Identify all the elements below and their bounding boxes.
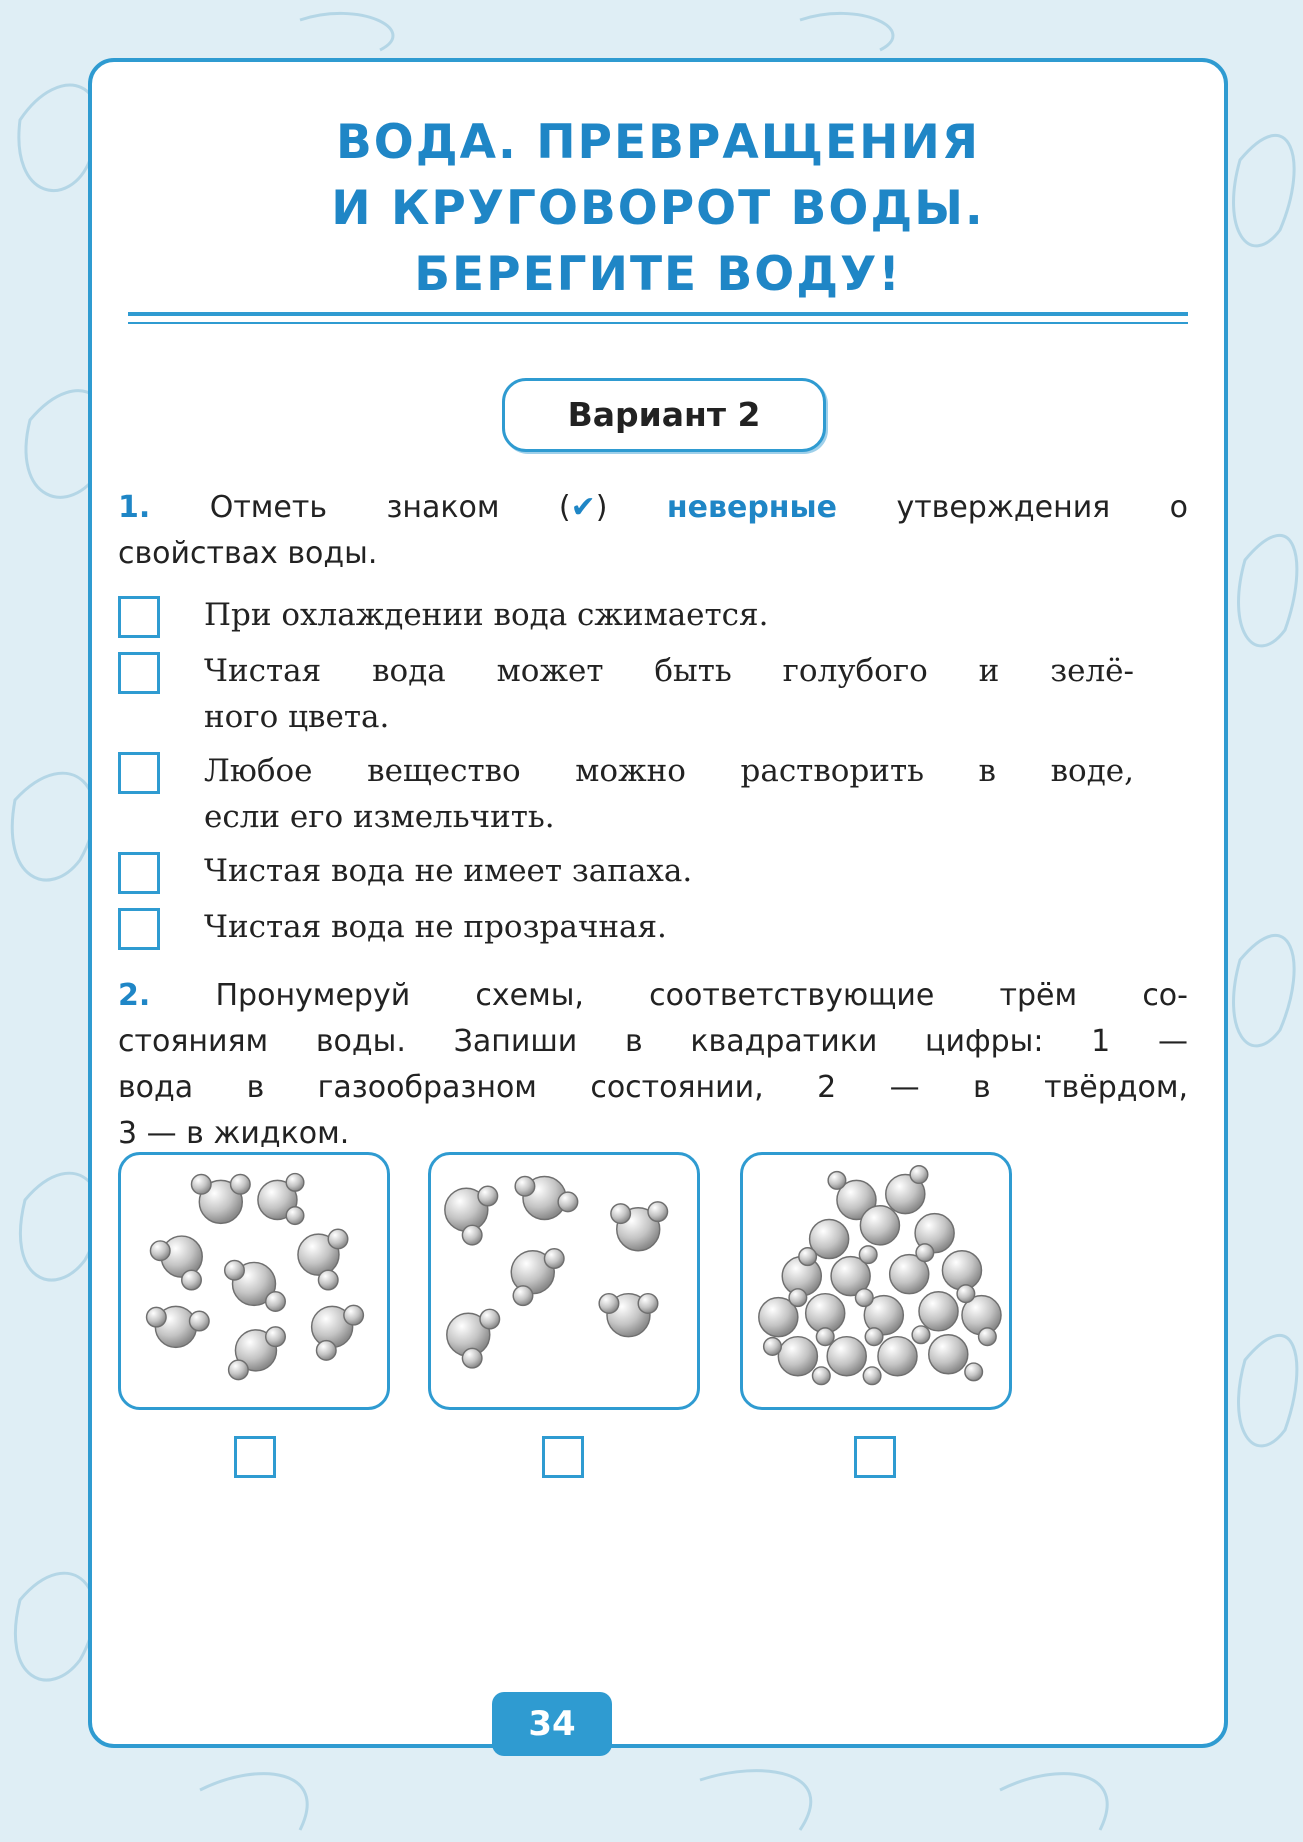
variant-badge: Вариант 2	[502, 378, 826, 452]
option-5-checkbox[interactable]	[118, 908, 160, 950]
answer-box-2[interactable]	[542, 1436, 584, 1478]
page-number: 34	[492, 1692, 612, 1756]
option-3-text-line1: Любое вещество можно растворить в воде,	[204, 753, 1134, 789]
task2-prompt-line4: 3 — в жидком.	[118, 1116, 350, 1151]
answer-box-3[interactable]	[854, 1436, 896, 1478]
answer-box-1[interactable]	[234, 1436, 276, 1478]
option-3-checkbox[interactable]	[118, 752, 160, 794]
task1-number: 1.	[118, 490, 151, 525]
option-3-text-line2: если его измельчить.	[204, 799, 555, 835]
check-mark-icon: ✔	[570, 490, 596, 525]
title-line-1: ВОДА. ПРЕВРАЩЕНИЯ	[335, 115, 981, 170]
task1-prompt-line2: свойствах воды.	[118, 536, 378, 571]
title-line-3: БЕРЕГИТЕ ВОДУ!	[414, 247, 902, 302]
title-divider-thin	[128, 322, 1188, 324]
title-line-2: И КРУГОВОРОТ ВОДЫ.	[331, 181, 985, 236]
molecules-illustration	[431, 1155, 697, 1407]
option-2-checkbox[interactable]	[118, 652, 160, 694]
title-divider-thick	[128, 312, 1188, 316]
option-4-checkbox[interactable]	[118, 852, 160, 894]
option-1-text: При охлаждении вода сжимается.	[204, 597, 769, 633]
task2-prompt-line1: 2. Пронумеруй схемы, соответствующие трём со-	[118, 978, 1188, 1013]
spread-molecules-diagram	[428, 1152, 700, 1410]
page-title	[92, 110, 1224, 308]
molecules-illustration	[121, 1155, 387, 1407]
option-2-text-line2: ного цвета.	[204, 699, 390, 735]
task2-prompt-line2: стояниям воды. Запиши в квадратики цифры: 1 —	[118, 1024, 1188, 1059]
worksheet-page	[88, 58, 1228, 1748]
option-4-text: Чистая вода не имеет запаха.	[204, 853, 693, 889]
task2-number: 2.	[118, 978, 151, 1013]
option-2-text-line1: Чистая вода может быть голубого и зелё-	[204, 653, 1134, 689]
option-5-text: Чистая вода не прозрачная.	[204, 909, 667, 945]
task2-prompt-line3: вода в газообразном состоянии, 2 — в твёрдом,	[118, 1070, 1188, 1105]
option-1-checkbox[interactable]	[118, 596, 160, 638]
task1-highlight: неверные	[666, 490, 838, 525]
task1-prompt-line1: 1. Отметь знаком (✔) неверные утверждения о	[118, 490, 1188, 525]
packed-molecules-diagram	[740, 1152, 1012, 1410]
scattered-molecules-diagram	[118, 1152, 390, 1410]
molecules-illustration	[743, 1155, 1009, 1407]
